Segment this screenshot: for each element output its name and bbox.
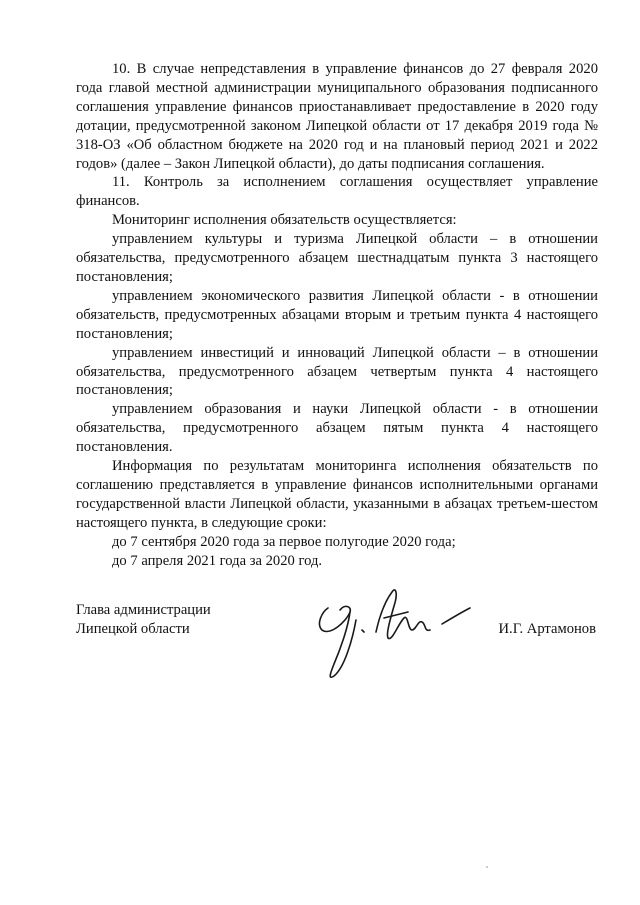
scan-speck [486, 866, 488, 868]
document-body [76, 60, 598, 570]
deadline-second: до 7 апреля 2021 года за 2020 год. [112, 552, 323, 569]
paragraph-11: 11. Контроль за исполнением соглашения осуществляет управление финансов. [76, 174, 598, 210]
deadline-first: до 7 сентября 2020 года за первое полугодие 2020 года; [112, 533, 456, 550]
handwritten-signature [300, 572, 480, 690]
signature-stroke-main [376, 590, 430, 639]
monitoring-culture: управлением культуры и туризма Липецкой области – в отношении обязательства, предусмотренного абзацем шестнадцатым пункта 3 настоящего постановления; [76, 231, 598, 285]
signer-position-line2: Липецкой области [76, 621, 190, 637]
signature-stroke-dot [362, 630, 364, 632]
signature-stroke-tail [442, 608, 470, 624]
signer-position [76, 601, 211, 639]
monitoring-information: Информация по результатам мониторинга исполнения обязательств по соглашению представляется в управление финансов исполнительными органами государственной власти Липецкой области, указанными в абзацах третьем-шестом настоящего пункта, в следующие сроки: [76, 458, 598, 531]
monitoring-investment: управлением инвестиций и инноваций Липецкой области – в отношении обязательства, предусмотренного абзацем четвертым пункта 4 настоящего постановления; [76, 344, 598, 399]
signer-name: И.Г. Артамонов [498, 621, 596, 637]
monitoring-education: управлением образования и науки Липецкой области - в отношении обязательства, предусмотренного абзацем пятым пункта 4 настоящего постановления. [76, 401, 598, 456]
signature-stroke-initial [320, 606, 351, 631]
signer-position-line1: Глава администрации [76, 602, 211, 618]
monitoring-intro: Мониторинг исполнения обязательств осуществляется: [112, 212, 457, 229]
paragraph-10: 10. В случае непредставления в управление финансов до 27 февраля 2020 года главой местной администрации муниципального образования подписанного соглашения управление финансов приостанавливает предоставление в 2020 году дотации, предусмотренной законом Липецкой области от 17 декабря 2019 года № 318-ОЗ «Об областном бюджете на 2020 год и на плановый период 2021 и 2022 годов» (далее – Закон Липецкой области), до даты подписания соглашения. [76, 61, 598, 172]
monitoring-economy: управлением экономического развития Липецкой области - в отношении обязательств, предусмотренных абзацами вторым и третьим пункта 4 настоящего постановления; [76, 287, 598, 342]
